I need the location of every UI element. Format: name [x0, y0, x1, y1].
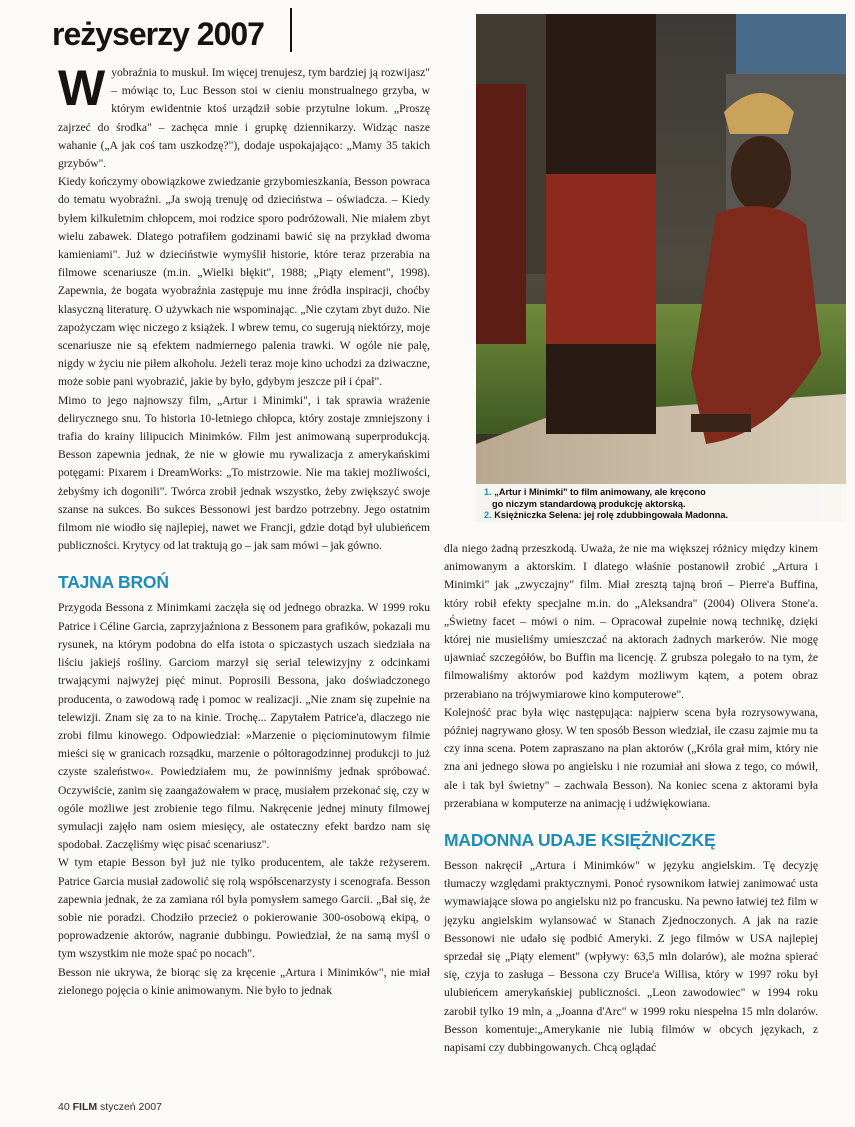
caption-line-1	[484, 487, 838, 499]
photo-kneeling-legs	[691, 414, 751, 432]
left-column	[58, 60, 430, 1000]
photo-left-figure	[476, 84, 526, 344]
section1-paragraph-2: W tym etapie Besson był już nie tylko producentem, ale także reżyserem. Patrice Garcia musiał zadowolić się rolą współscenarzysty i scenografa. Besson zapewnia jednak, że za zamiana ról była pomysłem samego Garcii. „Bał się, że sobie nie poradzi. Chodziło przecież o pokierowanie 300-osobową ekipą, o poprowadzenie aktorów, nagranie dubbingu. Powiedział, że na samą myśl o tym wszystkim nie może spać po nocach".	[58, 856, 430, 961]
page-footer	[58, 1101, 162, 1113]
photo-red-cloth	[546, 174, 656, 344]
caption-line-1b: go niczym standardową produkcję aktorską.	[492, 498, 686, 509]
page-number: 40	[58, 1101, 70, 1113]
caption-line-2	[484, 510, 838, 522]
photo-kneeling-head	[731, 136, 791, 212]
right-column	[444, 540, 818, 1057]
caption-text-2: Księżniczka Selena: jej rolę zdubbingowała Madonna.	[494, 510, 729, 520]
section1-paragraph-3-continued: dla niego żadną przeszkodą. Uważa, że nie ma większej różnicy między kinem animowanym a aktorskim. I dlatego właśnie postanowił zrobić „Artura i Minimki" jak „zwyczajny" film. Miał zresztą tajną broń – Pierre'a Buffina, który robił efekty specjalne m.in. do „Aleksandra" (2004) Olivera Stone'a. „Świetny facet – mówi o nim. – Opracował zupełnie nową technikę, dzięki której nie musieliśmy umieszczać na aktorach żadnych markerów. Nie mogę ujawniać szczegółów, bo Buffin ma licencję. Z grubsza polegało to na tym, że filmowaliśmy aktorów pod każdym możliwym kątem, a potem obraz przerabiano na trójwymiarowe kino komputerowe".	[444, 542, 818, 701]
intro-paragraph-1	[58, 60, 430, 173]
issue-date: styczeń 2007	[100, 1101, 162, 1113]
intro-paragraph-3: Mimo to jego najnowszy film, „Artur i Minimki", i tak sprawia wrażenie delirycznego snu. To historia 10-letniego chłopca, który zostaje zmniejszony i trafia do krainy lilipucich Minimków. Film jest animowaną superprodukcją. Besson zapewnia jednak, że nie w głowie mu rywalizacja z amerykańskimi potęgami: Pixarem i DreamWorks: „To mistrzowie. Nie ma takiej możliwości, żebyśmy ich dogonili". Twórca zrobił jednak wszystko, żeby zwiększyć swoje szanse na sukces. Bo sukces Bessonowi jest bardzo potrzebny. Jego ostatnim filmom nie wiodło się najlepiej, nawet we Francji, gdzie dotąd był ulubieńcem publiczności. Krytycy od lat traktują go – jak sam mówi – jak gówno.	[58, 393, 430, 553]
photo-caption	[476, 484, 846, 525]
photo-illustration	[476, 14, 846, 522]
film-still-photo	[476, 14, 846, 522]
intro-paragraph-2: Kiedy kończymy obowiązkowe zwiedzanie grzybomieszkania, Besson powraca do tematu wyobraźni. „Ja swoją trenuję od dzieciństwa – oświadcza. – Kiedy byłem kilkuletnim chłopcem, moi rodzice sporo podróżowali. Nie miałem zbyt wielu zabawek. Dlatego potrafiłem godzinami bawić się na przykład dwoma kamieniami". Już w dzieciństwie wymyślił historie, które teraz przerabia na filmowe scenariusze (m.in. „Wielki błękit", 1988; „Piąty element", 1998). Zapewnia, że bogata wyobraźnia zastępuje mu inne źródła inspiracji, choćby klasyczną literaturę. O używkach nie wspominając. „Nie czytam zbyt dużo. Nie zapożyczam więc niczego z książek. I wbrew temu, co sugerują niektórzy, moje scenariusze nie są efektem nadmiernego palenia trawki. W ogóle nie palę, nigdy w życiu nie piłem alkoholu. Jeżeli teraz moje kino uchodzi za dziwaczne, może sobie pani wyobrazić, jakie by było, gdybym jeszcze pił i ćpał".	[58, 175, 430, 389]
section1-paragraph-3-start: Besson nie ukrywa, że biorąc się za kręcenie „Artura i Minimków", nie miał zielonego pojęcia o kinie animowanym. Nie było to jednak	[58, 965, 430, 997]
section-title-tajna-bron: TAJNA BROŃ	[58, 572, 169, 593]
caption-number-2: 2.	[484, 510, 492, 520]
section-title-madonna: MADONNA UDAJE KSIĘŻNICZKĘ	[444, 830, 716, 851]
caption-text-1: „Artur i Minimki" to film animowany, ale kręcono	[494, 487, 706, 497]
drop-cap: W	[58, 60, 106, 116]
headline: reżyserzy 2007	[52, 16, 264, 52]
section1-paragraph-4: Kolejność prac była więc następująca: najpierw scena była rozrysowywana, później nagrywano głosy. W ten sposób Besson wiedział, ile czasu zajmie mu ta czy inna scena. Potem zapraszano na plan aktorów („Króla grał mim, który nie zna ani jednego słowa po angielsku i nie rozumiał ani słowa z tego, co mówił, ale i tak był świetny" – zachwala Besson). Na koniec scena z aktorami była przerabiana w komputerze na animację i udźwiękowiana.	[444, 705, 818, 810]
intro-text-1: yobraźnia to muskuł. Im więcej trenujesz, tym bardziej ją rozwijasz" – mówiąc to, Luc Besson stoi w cieniu monstrualnego grzyba, w którym ewidentnie ktoś urządził sobie przytulne lokum. „Proszę zajrzeć do środka" – zachęca mnie i grupkę dziennikarzy. Widząc nasze wahanie („A jak coś tam uszkodzę?"), dodaje uspokajająco: „Mamy 35 takich grzybów".	[58, 66, 430, 171]
section2-paragraph-1: Besson nakręcił „Artura i Minimków" w języku angielskim. Tę decyzję tłumaczy względami praktycznymi. Ponoć rysownikom łatwiej zanimować usta wymawiające słowa po angielsku niż po francusku. Na pewno łatwiej też film w języku angielskim wylansować w Stanach Zjednoczonych. A jak na razie Bessonowi nie udało się podbić Ameryki. Z jego filmów w USA najlepiej sprzedał się „Piąty element" (wpływy: 63,5 mln dolarów), ale można spierać się, czyja to zasługa – Bessona czy Bruce'a Willisa, który w 1997 roku był ulubieńcem amerykańskiej publiczności. „Leon zawodowiec" w 1994 roku zarobił tylko 19 mln, a „Joanna d'Arc" w 1999 roku niespełna 15 mln dolarów. Besson komentuje:„Amerykanie nie lubią filmów w obcych językach, z napisami czy dubbingowanych. Chcą oglądać	[444, 859, 818, 1055]
magazine-name: FILM	[72, 1101, 98, 1113]
headline-rule	[290, 8, 292, 52]
caption-number-1: 1.	[484, 487, 492, 497]
section1-paragraph-1: Przygoda Bessona z Minimkami zaczęła się od jednego obrazka. W 1999 roku Patrice i Céline Garcia, zaprzyjaźniona z Bessonem para grafików, pokazali mu rysunek, na którym podobna do elfa istota o spiczastych uszach siedziała na liściu jakiejś rośliny. Garciom marzył się serial telewizyjny z odcinkami trwającymi najwyżej pięć minut. Poprosili Bessona, jako doświadczonego producenta, o zawodową radę i pomoc w realizacji. „Nie znam się zupełnie na telewizji. Znam się za to na kinie. Trochę... Zapytałem Patrice'a, dlaczego nie zrobi filmu kinowego. Odpowiedział: »Marzenie o pięciominutowym filmie mieści się w granicach rozsądku, marzenie o półtoragodzinnej produkcji to już czyste szaleństwo«. Powiedziałem mu, że powinniśmy jednak spróbować. Oczywiście, zanim się zaangażowałem w pracę, musiałem przekonać się, czy w ogóle możliwe jest zrobienie tego filmu. Nakręcenie jednej minuty filmowej symulacji zajęło nam osiem miesięcy, ale ostateczny efekt bardzo nam się spodobał. Zaczęliśmy więc pisać scenariusz".	[58, 601, 430, 852]
